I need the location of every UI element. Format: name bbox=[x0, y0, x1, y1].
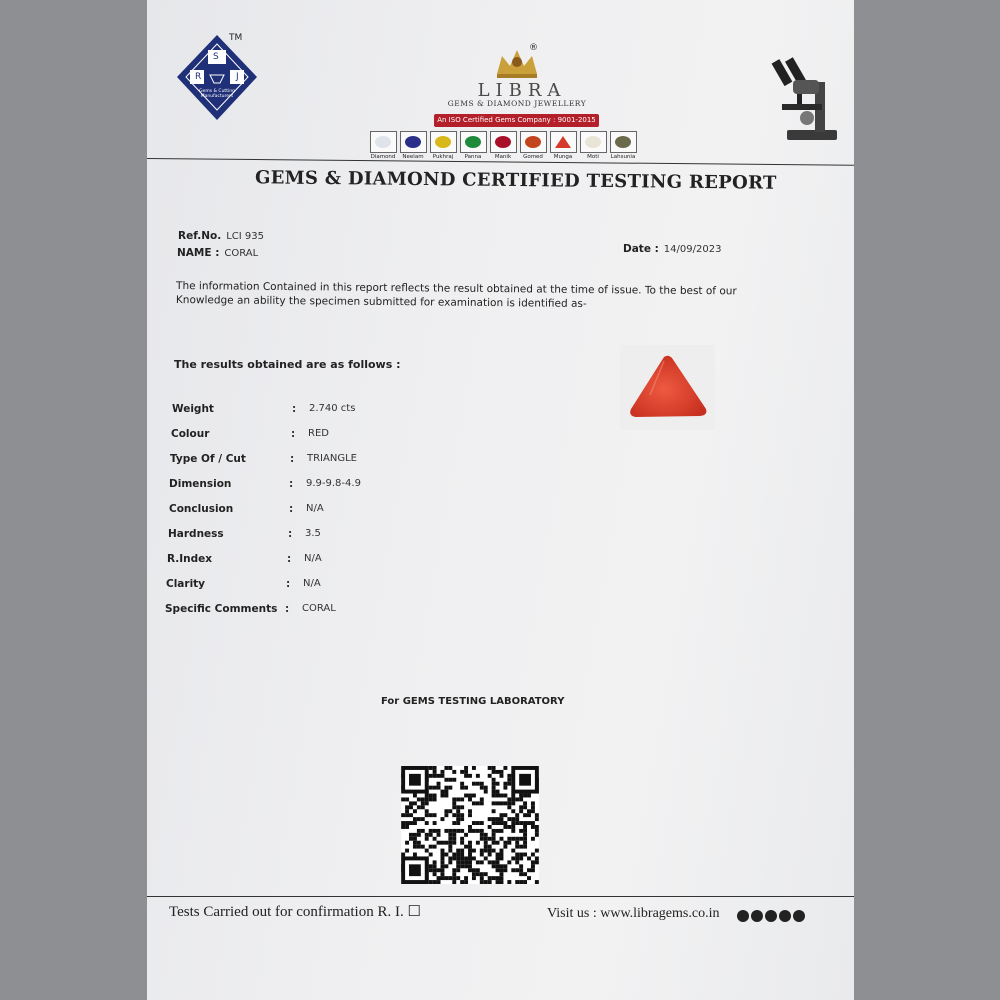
website-text: Visit us : www.libragems.co.in bbox=[547, 906, 720, 921]
result-value: TRIANGLE bbox=[307, 453, 357, 464]
gem-label: Gomed bbox=[523, 154, 543, 160]
tests-note: Tests Carried out for confirmation R. I. ☐ bbox=[169, 904, 421, 920]
name-value: CORAL bbox=[224, 248, 259, 259]
brand-subtitle: GEMS & DIAMOND JEWELLERY bbox=[447, 99, 587, 108]
result-key: Weight bbox=[172, 403, 214, 415]
coral-triangle-image bbox=[620, 345, 715, 430]
gem-swatch-box bbox=[580, 131, 607, 153]
gem-stone-icon bbox=[405, 136, 421, 148]
gem-label: Diamond bbox=[370, 154, 396, 160]
date-value: 14/09/2023 bbox=[663, 244, 722, 255]
result-key: R.Index bbox=[167, 553, 213, 565]
gem-label: Neelam bbox=[402, 154, 424, 160]
gem-label: Manik bbox=[494, 154, 512, 160]
gem-stone-icon bbox=[465, 136, 481, 148]
gem-label: Lahsunia bbox=[610, 154, 636, 160]
gem-stone-icon bbox=[555, 136, 571, 148]
gem-stone-icon bbox=[495, 136, 511, 148]
intro-paragraph: The information Contained in this report reflects the result obtained at the time of issue. To the best of our Knowledge an ability the specimen submitted for examination is identified as- bbox=[175, 280, 737, 310]
logo-letter-s: S bbox=[213, 52, 219, 62]
gem-swatch-manik bbox=[489, 131, 517, 160]
gem-swatch-diamond bbox=[369, 131, 397, 160]
iso-badge: An ISO Certified Gems Company : 9001-2015 bbox=[434, 114, 599, 127]
microscope-icon bbox=[767, 52, 847, 147]
ref-number bbox=[178, 229, 264, 242]
gem-swatch-pukhraj bbox=[429, 131, 457, 160]
gem-swatch-panna bbox=[459, 131, 487, 160]
instagram-icon[interactable] bbox=[793, 910, 805, 922]
result-key: Type Of / Cut bbox=[170, 453, 246, 465]
gem-strip bbox=[369, 131, 637, 160]
footer-divider bbox=[147, 896, 854, 897]
result-key: Hardness bbox=[168, 528, 224, 540]
youtube-icon[interactable] bbox=[779, 910, 791, 922]
gem-stone-icon bbox=[615, 136, 631, 148]
results-heading: The results obtained are as follows : bbox=[174, 358, 401, 371]
result-value: CORAL bbox=[302, 603, 336, 614]
gem-swatch-moti bbox=[579, 131, 607, 160]
result-separator: : bbox=[287, 553, 292, 565]
gem-swatch-box bbox=[520, 131, 547, 153]
logo-caption: Gems & Cutting Manufacturers bbox=[199, 89, 235, 99]
gem-swatch-box bbox=[430, 131, 457, 153]
gem-swatch-box bbox=[460, 131, 487, 153]
result-key: Specific Comments bbox=[165, 603, 278, 615]
gem-swatch-neelam bbox=[399, 131, 427, 160]
result-separator: : bbox=[290, 453, 295, 465]
gem-label: Moti bbox=[587, 154, 599, 160]
stone-name bbox=[177, 246, 258, 259]
result-key: Colour bbox=[171, 428, 210, 440]
qr-code bbox=[400, 766, 540, 884]
whatsapp-icon[interactable] bbox=[751, 910, 763, 922]
name-label: NAME : bbox=[177, 247, 220, 259]
ref-value: LCI 935 bbox=[226, 231, 264, 242]
twitter-icon[interactable] bbox=[765, 910, 777, 922]
gem-swatch-box bbox=[610, 131, 637, 153]
result-value: 2.740 cts bbox=[309, 403, 356, 414]
result-key: Dimension bbox=[169, 478, 232, 490]
result-separator: : bbox=[292, 403, 297, 415]
result-value: 3.5 bbox=[305, 528, 321, 539]
result-separator: : bbox=[286, 578, 291, 590]
gem-label: Panna bbox=[464, 154, 482, 160]
gem-label: Pukhraj bbox=[432, 154, 454, 160]
result-value: N/A bbox=[304, 553, 322, 564]
result-value: N/A bbox=[306, 503, 324, 514]
srj-logo bbox=[172, 30, 262, 125]
report-date bbox=[623, 242, 721, 255]
brand-name: LIBRA bbox=[477, 80, 567, 101]
result-value: RED bbox=[308, 428, 329, 439]
gem-stone-icon bbox=[435, 136, 451, 148]
gem-swatch-box bbox=[550, 131, 577, 153]
facebook-icon[interactable] bbox=[737, 910, 749, 922]
result-separator: : bbox=[285, 603, 290, 615]
registered-mark: ® bbox=[529, 43, 538, 53]
result-separator: : bbox=[289, 503, 294, 515]
gem-stone-icon bbox=[525, 136, 541, 148]
lab-signature-line: For GEMS TESTING LABORATORY bbox=[381, 696, 565, 707]
gem-swatch-box bbox=[370, 131, 397, 153]
logo-letter-j: J bbox=[236, 72, 239, 82]
gem-label: Munga bbox=[553, 154, 573, 160]
logo-letter-r: R bbox=[195, 72, 202, 82]
gem-swatch-gomed bbox=[519, 131, 547, 160]
gem-photo bbox=[620, 345, 715, 430]
result-key: Clarity bbox=[166, 578, 206, 590]
gem-swatch-munga bbox=[549, 131, 577, 160]
trademark-mark: TM bbox=[229, 33, 243, 43]
gem-stone-icon bbox=[375, 136, 391, 148]
result-value: N/A bbox=[303, 578, 321, 589]
gem-swatch-box bbox=[490, 131, 517, 153]
social-icons bbox=[737, 910, 805, 922]
result-separator: : bbox=[288, 528, 293, 540]
certificate-sheet bbox=[147, 0, 854, 1000]
result-value: 9.9-9.8-4.9 bbox=[306, 478, 361, 489]
gem-stone-icon bbox=[585, 136, 601, 148]
ref-label: Ref.No. bbox=[178, 230, 222, 242]
result-separator: : bbox=[289, 478, 294, 490]
result-separator: : bbox=[291, 428, 296, 440]
report-title: GEMS & DIAMOND CERTIFIED TESTING REPORT bbox=[254, 167, 777, 194]
date-label: Date : bbox=[623, 243, 659, 255]
result-key: Conclusion bbox=[169, 503, 234, 515]
gem-swatch-lahsunia bbox=[609, 131, 637, 160]
gem-swatch-box bbox=[400, 131, 427, 153]
